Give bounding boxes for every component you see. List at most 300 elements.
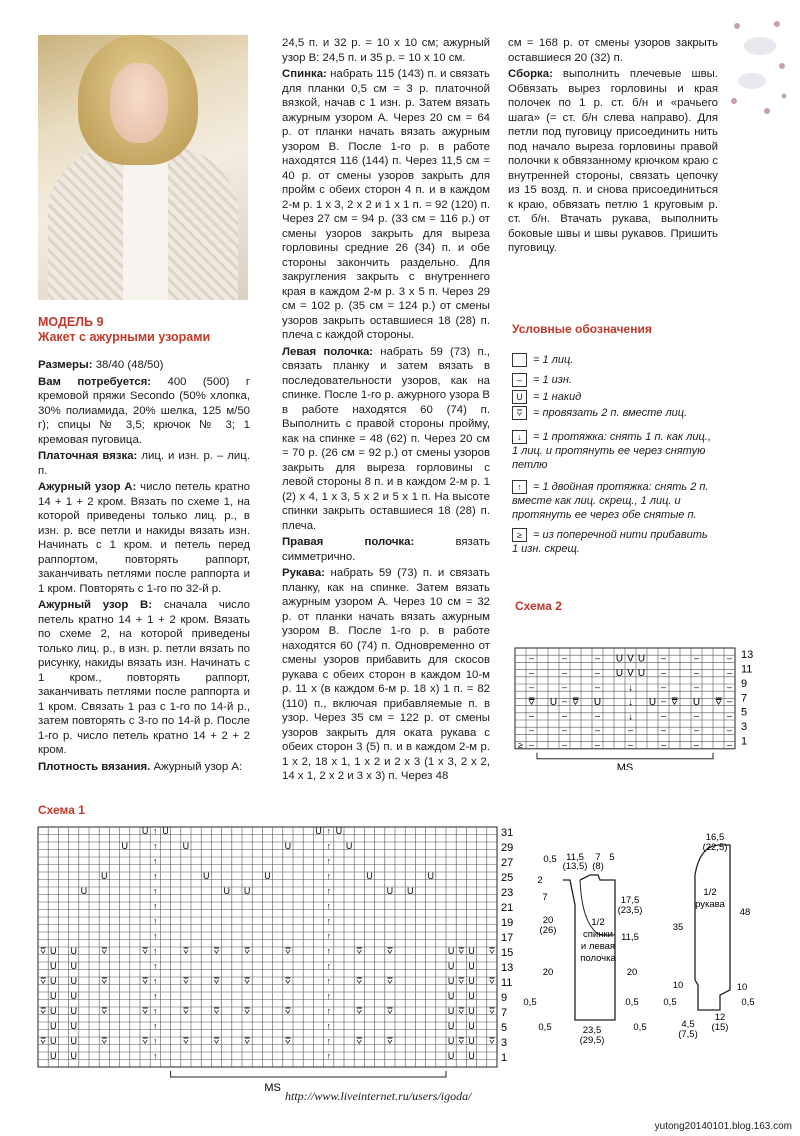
paragraph-label: Левая полочка: xyxy=(282,345,374,358)
legend-text: = 1 изн. xyxy=(533,374,572,386)
row-number: 1 xyxy=(741,735,748,748)
dim-label: (7,5) xyxy=(678,1029,698,1040)
stitch-symbol: – xyxy=(594,710,601,721)
paragraph xyxy=(38,598,250,758)
stitch-symbol: – xyxy=(528,681,535,692)
stitch-symbol: U xyxy=(70,991,77,1002)
legend-item xyxy=(512,373,712,387)
stitch-symbol: ↑ xyxy=(326,886,331,897)
stitch-symbol: ⩢ xyxy=(183,1006,189,1017)
stitch-symbol: ⩢ xyxy=(356,976,363,987)
stitch-symbol: U xyxy=(141,826,149,837)
stitch-symbol: ⩢ xyxy=(142,976,148,987)
paragraph-label: Правая полочка: xyxy=(282,536,415,548)
stitch-symbol: U xyxy=(468,976,475,987)
legend-text: = из поперечной нити прибавить 1 изн. скрещ. xyxy=(512,529,708,556)
row-number: 13 xyxy=(741,649,754,662)
stitch-symbol: – xyxy=(594,652,601,663)
legend-symbol-icon: ≥ xyxy=(512,528,527,542)
row-number: 21 xyxy=(501,902,514,914)
dim-label: 0,5 xyxy=(543,854,557,865)
stitch-symbol: – xyxy=(726,681,733,692)
stitch-symbol: – xyxy=(660,739,667,750)
piece-label: и левая xyxy=(580,941,616,952)
paragraph-text: набрать 59 (73) п., связать планку и затем вязать в последовательности узоров, как на спинке. После 1-го р. ажурного узора В в работе находятся 60 (74) п. Выполнить с правой стороны пройму, как на спинке = 48 (62) п. Через 20 см = 70 р. (26 см = 92 р.) от смены узоров закрыть для выреза горловины с левой стороны 8 п. и в каждом 2-м р. 1 (2) х 4, 1 х 3, 5 х 2 и 5 х 1 п. На высоте спинки закрыть оставшиеся 18 (28) п. плеча. xyxy=(282,345,490,532)
stitch-symbol: U xyxy=(549,696,558,708)
paragraph xyxy=(38,358,250,373)
stitch-symbol: – xyxy=(726,652,733,663)
stitch-symbol: U xyxy=(447,1036,455,1047)
stitch-symbol: U xyxy=(447,946,455,957)
paragraph xyxy=(282,67,490,343)
scheme2-chart xyxy=(510,645,790,770)
legend-text: = 1 лиц. xyxy=(533,354,574,366)
stitch-symbol: U xyxy=(70,1036,77,1047)
repeat-bracket xyxy=(171,1071,446,1077)
stitch-symbol: U xyxy=(335,826,343,837)
stitch-symbol: U xyxy=(70,961,77,972)
stitch-symbol: ↑ xyxy=(326,931,331,942)
stitch-symbol: U xyxy=(345,841,353,852)
legend-symbol-icon: ↑ xyxy=(512,480,527,494)
paragraph-label: Размеры: xyxy=(38,359,93,371)
stitch-symbol: ⩢ xyxy=(387,976,393,987)
stitch-symbol: ⩢ xyxy=(244,1006,250,1017)
stitch-symbol: ↑ xyxy=(153,856,158,867)
paragraph-label: Ажурный узор В: xyxy=(38,599,153,611)
dim-label: 11,5 xyxy=(566,852,584,863)
stitch-symbol: U xyxy=(50,991,57,1002)
stitch-symbol: – xyxy=(594,724,601,735)
stitch-symbol: – xyxy=(594,739,601,750)
stitch-symbol: ⩢ xyxy=(489,946,495,957)
paragraph xyxy=(508,67,718,256)
scheme1-chart xyxy=(30,822,520,1112)
stitch-symbol: U xyxy=(203,871,210,882)
text-column-3 xyxy=(508,36,718,258)
paragraph-text: 24,5 п. и 32 р. = 10 х 10 см; ажурный узор В: 24,5 п. и 35 р. = 10 х 10 см. xyxy=(282,37,490,64)
stitch-symbol: U xyxy=(468,991,475,1002)
paragraph xyxy=(38,375,250,448)
stitch-symbol: ⩢ xyxy=(285,1006,291,1017)
paragraph-label: Сборка: xyxy=(508,68,553,80)
dim-label: 7 xyxy=(542,892,548,903)
stitch-symbol: U xyxy=(692,696,701,708)
row-number: 31 xyxy=(501,827,514,839)
stitch-symbol: U xyxy=(593,696,602,708)
dim-label: 20 xyxy=(542,915,554,926)
legend-item xyxy=(512,390,712,404)
paragraph-label: Вам потребуется: xyxy=(38,375,152,388)
legend-symbol-icon: U xyxy=(512,390,527,404)
stitch-symbol: – xyxy=(561,667,568,678)
repeat-label: MS xyxy=(616,761,634,770)
stitch-symbol: – xyxy=(693,710,700,721)
paragraph-text: набрать 115 (143) п. и связать для планки 0,5 см = 3 р. платочной вязкой, начав с 1 изн. р. Затем вязать ажурным узором А. Через 20 см = 64 р. от планки начать вязать ажурным узором В. После 1-го р. в работе находятся 116 (144) п. Через 11,5 см = 40 р. от смены узоров закрыть для пройм с обеих сторон 4 п. и в каждом 2-м р. 1 х 3, 2 х 2 и 1 х 1 п. = 92 (120) п. Через 27 см = 94 р. (33 см = 116 р.) от смены узоров закрыть для выреза горловины средние 26 (34) п. и обе стороны закончить раздельно. Для закругления закрыть с внутреннего края в каждом 2-м р. 3 х 5 п. Через 29 см = 102 р. (35 см = 124 р.) от смены узоров закрыть оставшиеся 18 (28) п. плеча с каждой стороны. xyxy=(282,68,490,341)
stitch-symbol: U xyxy=(315,826,322,837)
dim-label: 48 xyxy=(739,907,751,918)
dim-label: 5 xyxy=(609,852,615,863)
paragraph xyxy=(282,36,490,65)
stitch-symbol: ↑ xyxy=(153,841,158,852)
stitch-symbol: ⩢ xyxy=(715,696,722,708)
row-number: 23 xyxy=(501,887,514,899)
stitch-symbol: U xyxy=(468,1021,475,1032)
stitch-symbol: U xyxy=(70,1021,77,1032)
paragraph-text: 38/40 (48/50) xyxy=(92,359,164,371)
row-number: 11 xyxy=(501,977,513,989)
stitch-symbol: ⩢ xyxy=(244,1036,250,1047)
text-column-2 xyxy=(282,36,490,786)
paragraph-text: Ажурный узор А: xyxy=(150,760,243,773)
paragraph-label: Плотность вязания. xyxy=(38,760,151,773)
legend-item xyxy=(512,480,712,522)
stitch-symbol: U xyxy=(447,1006,455,1017)
legend-item xyxy=(512,406,712,420)
stitch-symbol: ↑ xyxy=(153,931,158,942)
paragraph-text: лиц. и изн. р. – лиц. п. xyxy=(38,450,250,477)
stitch-symbol: V xyxy=(627,653,634,665)
stitch-symbol: ↑ xyxy=(153,991,158,1002)
stitch-symbol: U xyxy=(386,886,394,897)
stitch-symbol: – xyxy=(594,681,601,692)
stitch-symbol: ↑ xyxy=(326,871,331,882)
stitch-symbol: – xyxy=(726,724,733,735)
legend-text: = 1 двойная протяжка: снять 2 п. вместе как лиц. скрещ., 1 лиц. и протянуть ее через обе снятые п. xyxy=(512,481,709,522)
stitch-symbol: U xyxy=(468,1036,475,1047)
paragraph-label: Платочная вязка: xyxy=(38,450,138,462)
stitch-symbol: ⩢ xyxy=(285,1036,291,1047)
stitch-symbol: ↑ xyxy=(326,841,331,852)
stitch-symbol: – xyxy=(660,681,667,692)
stitch-symbol: U xyxy=(447,1021,455,1032)
stitch-symbol: ↑ xyxy=(326,856,331,867)
stitch-symbol: – xyxy=(693,681,700,692)
dim-label: 0,5 xyxy=(625,997,639,1008)
stitch-symbol: ⩢ xyxy=(387,946,393,957)
dim-label: 12 xyxy=(714,1012,726,1023)
stitch-symbol: U xyxy=(447,991,455,1002)
stitch-symbol: ⩢ xyxy=(489,1006,495,1017)
stitch-symbol: – xyxy=(693,652,700,663)
stitch-symbol: – xyxy=(660,652,667,663)
stitch-symbol: ⩢ xyxy=(101,946,108,957)
stitch-symbol: – xyxy=(627,739,634,750)
stitch-symbol: ⩢ xyxy=(183,946,189,957)
row-number: 5 xyxy=(501,1022,508,1034)
dim-label: (23,5) xyxy=(617,905,643,916)
stitch-symbol: U xyxy=(427,871,434,882)
stitch-symbol: U xyxy=(366,871,373,882)
blog-watermark: yutong20140101.blog.163.com xyxy=(654,1121,792,1132)
stitch-symbol: U xyxy=(80,886,88,897)
row-number: 3 xyxy=(501,1037,508,1049)
stitch-symbol: U xyxy=(284,841,292,852)
stitch-symbol: U xyxy=(70,946,77,957)
stitch-symbol: ↑ xyxy=(153,901,158,912)
model-title xyxy=(38,315,210,345)
shirt-illustration xyxy=(123,145,168,300)
paragraph-text: 400 (500) г кремовой пряжи Secondo (50% хлопка, 30% полиамида, 20% шелка, 125 м/50 г); спицы № 3,5; крючок № 3; 1 кремовая пуговица. xyxy=(38,375,250,446)
dim-label: 23,5 xyxy=(582,1025,602,1036)
stitch-symbol: – xyxy=(660,724,667,735)
stitch-symbol: – xyxy=(561,696,568,707)
legend-item xyxy=(512,528,712,556)
stitch-symbol: ⩢ xyxy=(40,976,46,987)
stitch-symbol: ↑ xyxy=(153,1021,158,1032)
paragraph xyxy=(508,36,718,65)
piece-label: 1/2 xyxy=(703,887,717,898)
stitch-symbol: U xyxy=(50,961,57,972)
stitch-symbol: – xyxy=(693,739,700,750)
stitch-symbol: – xyxy=(561,710,568,721)
stitch-symbol: U xyxy=(50,1006,57,1017)
legend-symbol-icon: ⩢ xyxy=(512,406,527,420)
stitch-symbol: – xyxy=(528,710,535,721)
paragraph-label: Рукава: xyxy=(282,567,325,579)
legend-symbol-icon xyxy=(512,353,527,367)
stitch-symbol: – xyxy=(528,724,535,735)
paragraph xyxy=(38,480,250,596)
dim-label: 16,5 xyxy=(705,832,725,843)
stitch-symbol: U xyxy=(468,1051,475,1062)
paragraph xyxy=(282,345,490,534)
scheme2-title: Схема 2 xyxy=(515,599,562,613)
model-subtitle: Жакет с ажурными узорами xyxy=(38,330,211,344)
legend-title: Условные обозначения xyxy=(512,322,652,336)
stitch-symbol: ↑ xyxy=(153,946,158,957)
source-url[interactable]: http://www.liveinternet.ru/users/igoda/ xyxy=(285,1089,472,1103)
stitch-symbol: ↑ xyxy=(326,976,331,987)
stitch-symbol: U xyxy=(468,946,475,957)
stitch-symbol: ↑ xyxy=(153,1036,158,1047)
row-number: 9 xyxy=(741,677,748,690)
dim-label: 4,5 xyxy=(681,1019,695,1030)
stitch-symbol: ⩢ xyxy=(489,1036,495,1047)
stitch-symbol: U xyxy=(162,826,169,837)
stitch-symbol: U xyxy=(182,841,190,852)
stitch-symbol: U xyxy=(50,946,57,957)
row-number: 11 xyxy=(741,663,753,676)
piece-label: 1/2 xyxy=(591,917,605,928)
paragraph-text: выполнить плечевые швы. Обвязать вырез горловины и края полочек по 1 р. ст. б/н и «рачьего шага» (= ст. б/н слева направо). Для петли под пуговицу присоединить нить под начало выреза горловины правой полочки к обвязанному крючком краю с внутренней стороны, связать цепочку из 15 возд. п. и снова присоединиться к краю, обвязать петлю 1 круговым р. ст. б/н. Втачать рукава, выполнить боковые швы и швы рукавов. Пришить пуговицу. xyxy=(508,68,718,254)
stitch-symbol: U xyxy=(50,1021,57,1032)
stitch-symbol: ⩢ xyxy=(183,1036,189,1047)
stitch-symbol: – xyxy=(660,696,667,707)
stitch-symbol: U xyxy=(50,1051,57,1062)
stitch-symbol: – xyxy=(528,667,535,678)
scheme1-title: Схема 1 xyxy=(38,803,85,817)
piece-label: полочка xyxy=(580,953,616,964)
row-number: 29 xyxy=(501,842,514,854)
stitch-symbol: – xyxy=(726,739,733,750)
stitch-symbol: – xyxy=(693,724,700,735)
stitch-symbol: ⩢ xyxy=(572,696,579,708)
stitch-symbol: U xyxy=(447,976,455,987)
paragraph-text: вязать симметрично. xyxy=(282,536,491,563)
stitch-symbol: ↑ xyxy=(153,826,158,837)
legend-text: = 1 накид xyxy=(533,391,582,403)
stitch-symbol: ⩢ xyxy=(489,976,495,987)
stitch-symbol: ⩢ xyxy=(40,946,46,957)
stitch-symbol: ⩢ xyxy=(244,946,250,957)
stitch-symbol: ⩢ xyxy=(101,1036,108,1047)
stitch-symbol: ⩢ xyxy=(183,976,189,987)
stitch-symbol: ⩢ xyxy=(101,976,108,987)
stitch-symbol: U xyxy=(447,1051,455,1062)
stitch-symbol: ⩢ xyxy=(142,1006,148,1017)
stitch-symbol: – xyxy=(693,667,700,678)
stitch-symbol: ⩢ xyxy=(387,1006,393,1017)
legend-symbol-icon: – xyxy=(512,373,527,387)
stitch-symbol: U xyxy=(637,668,646,680)
stitch-symbol: ⩢ xyxy=(458,946,465,957)
row-number: 27 xyxy=(501,857,514,869)
stitch-symbol: ⩢ xyxy=(101,1006,108,1017)
piece-label: спинки xyxy=(583,929,613,940)
piece-label: рукава xyxy=(695,899,725,910)
dim-label: (8) xyxy=(592,861,604,872)
stitch-symbol: – xyxy=(528,739,535,750)
stitch-symbol: U xyxy=(468,1006,475,1017)
stitch-symbol: U xyxy=(50,1036,57,1047)
stitch-symbol: ↑ xyxy=(326,1021,331,1032)
stitch-symbol: U xyxy=(50,976,57,987)
stitch-symbol: ⩢ xyxy=(213,1036,220,1047)
stitch-symbol: U xyxy=(264,871,271,882)
stitch-symbol: ↑ xyxy=(153,871,158,882)
row-number: 25 xyxy=(501,872,514,884)
dim-label: 20 xyxy=(542,967,554,978)
legend-item xyxy=(512,430,712,472)
stitch-symbol: – xyxy=(561,652,568,663)
dim-label: 11,5 xyxy=(621,932,639,943)
legend-item xyxy=(512,353,712,367)
row-number: 17 xyxy=(501,932,514,944)
dim-label: (22,5) xyxy=(702,842,728,853)
paragraph xyxy=(38,449,250,478)
stitch-symbol: – xyxy=(726,667,733,678)
stitch-symbol: U xyxy=(407,886,414,897)
stitch-symbol: ↑ xyxy=(326,1051,331,1062)
stitch-symbol: ↑ xyxy=(326,826,331,837)
paragraph xyxy=(38,760,250,775)
dove-decoration-icon xyxy=(722,6,792,126)
stitch-symbol: ⩢ xyxy=(213,1006,220,1017)
stitch-symbol: ↓ xyxy=(628,696,633,708)
stitch-symbol: – xyxy=(561,681,568,692)
stitch-symbol: U xyxy=(447,961,455,972)
paragraph-text: число петель кратно 14 + 1 + 2 кром. Вязать по схеме 1, на которой приведены только лиц. р., в изн. р. все петли и накиды вязать изн. Начинать с 1 кром. и петель перед раппортом, повторять раппорт, заканчивать петлями после раппорта и 1 кром. Повторять с 1-го по 32-й р. xyxy=(38,481,250,595)
repeat-label: MS xyxy=(264,1082,281,1094)
stitch-symbol: ↑ xyxy=(326,916,331,927)
stitch-symbol: ↑ xyxy=(153,961,158,972)
stitch-symbol: – xyxy=(528,652,535,663)
stitch-symbol: ↑ xyxy=(326,946,331,957)
stitch-symbol: ⩢ xyxy=(356,1006,363,1017)
stitch-symbol: U xyxy=(637,653,646,665)
stitch-symbol: ⩢ xyxy=(285,976,291,987)
sleeve-outline xyxy=(695,845,730,1010)
stitch-symbol: ↑ xyxy=(326,961,331,972)
row-number: 3 xyxy=(741,721,748,734)
stitch-symbol: ⩢ xyxy=(387,1036,393,1047)
dim-label: 17,5 xyxy=(620,895,640,906)
stitch-symbol: U xyxy=(615,668,624,680)
stitch-symbol: ≥ xyxy=(518,740,523,751)
stitch-symbol: U xyxy=(615,653,624,665)
dim-label: (15) xyxy=(711,1022,729,1033)
stitch-symbol: ↑ xyxy=(153,976,158,987)
stitch-symbol: – xyxy=(561,739,568,750)
row-number: 19 xyxy=(501,917,514,929)
stitch-symbol: ↑ xyxy=(153,1006,158,1017)
stitch-symbol: ↑ xyxy=(326,991,331,1002)
row-number: 5 xyxy=(741,706,748,719)
repeat-bracket xyxy=(537,753,713,759)
paragraph-label: Спинка: xyxy=(282,68,327,80)
stitch-symbol: ↑ xyxy=(326,1006,331,1017)
dim-label: 0,5 xyxy=(523,997,537,1008)
stitch-symbol: ⩢ xyxy=(356,946,363,957)
stitch-symbol: U xyxy=(223,886,230,897)
stitch-symbol: ⩢ xyxy=(528,696,535,708)
stitch-symbol: ⩢ xyxy=(142,1036,148,1047)
row-number: 9 xyxy=(501,992,508,1004)
stitch-symbol: – xyxy=(561,724,568,735)
stitch-symbol: U xyxy=(101,871,108,882)
stitch-symbol: ⩢ xyxy=(458,976,465,987)
stitch-symbol: – xyxy=(627,724,634,735)
stitch-symbol: ⩢ xyxy=(458,1006,465,1017)
dim-label: 0,5 xyxy=(741,997,755,1008)
dim-label: 10 xyxy=(736,982,748,993)
dim-label: 0,5 xyxy=(633,1022,647,1033)
stitch-symbol: – xyxy=(660,710,667,721)
stitch-symbol: ⩢ xyxy=(40,1036,46,1047)
dim-label: (13,5) xyxy=(562,861,588,872)
paragraph-text: набрать 59 (73) п. и связать планку, как на спинке. Затем вязать ажурным узором А. Через 10 см = 32 р. от планки начать вязать ажурным узором В. После 1-го р. в работе находятся 60 (74) п. Одновременно от смены узоров прибавить для скосов рукава с обеих сторон в каждом 10-м р. 11 х (в каждом 6-м р. 18 х) 1 п. = 82 (110) п., включая прибавляемые п. в узор. Через 35 см = 122 р. от смены узоров закрыть для оката рукава с обеих сторон 3 (5) п. и в каждом 2-м р. 1 х 2, 18 х 1, 1 х 2 и 2 х 3 (1 х 3, 2 х 2, 14 х 1, 2 х 2 и 3 х 3) п. Через 48 xyxy=(282,567,490,782)
stitch-symbol: U xyxy=(648,696,657,708)
paragraph xyxy=(282,535,490,564)
stitch-symbol: ⩢ xyxy=(458,1036,465,1047)
paragraph xyxy=(282,566,490,784)
stitch-symbol: ↑ xyxy=(153,886,158,897)
dim-label: (29,5) xyxy=(579,1035,605,1046)
stitch-symbol: ⩢ xyxy=(142,946,148,957)
dim-label: 2 xyxy=(537,875,543,886)
stitch-symbol: ⩢ xyxy=(285,946,291,957)
pattern-diagrams xyxy=(520,825,798,1050)
stitch-symbol: U xyxy=(70,1051,77,1062)
stitch-symbol: ↓ xyxy=(628,682,633,694)
dim-label: 35 xyxy=(672,922,684,933)
paragraph-label: Ажурный узор А: xyxy=(38,481,137,493)
stitch-symbol: U xyxy=(243,886,251,897)
row-number: 1 xyxy=(501,1052,508,1064)
dim-label: 0,5 xyxy=(538,1022,552,1033)
dim-label: 0,5 xyxy=(663,997,677,1008)
legend-text: = 1 протяжка: снять 1 п. как лиц., 1 лиц. и протянуть ее через снятую петлю xyxy=(512,431,711,472)
stitch-symbol: ⩢ xyxy=(671,696,678,708)
stitch-symbol: ↑ xyxy=(153,916,158,927)
text-column-1 xyxy=(38,358,250,776)
stitch-symbol: U xyxy=(121,841,128,852)
paragraph-text: см = 168 р. от смены узоров закрыть оставшиеся 20 (32) п. xyxy=(508,37,718,64)
face-illustration xyxy=(110,63,168,143)
stitch-symbol: U xyxy=(468,961,475,972)
row-number: 15 xyxy=(501,947,514,959)
